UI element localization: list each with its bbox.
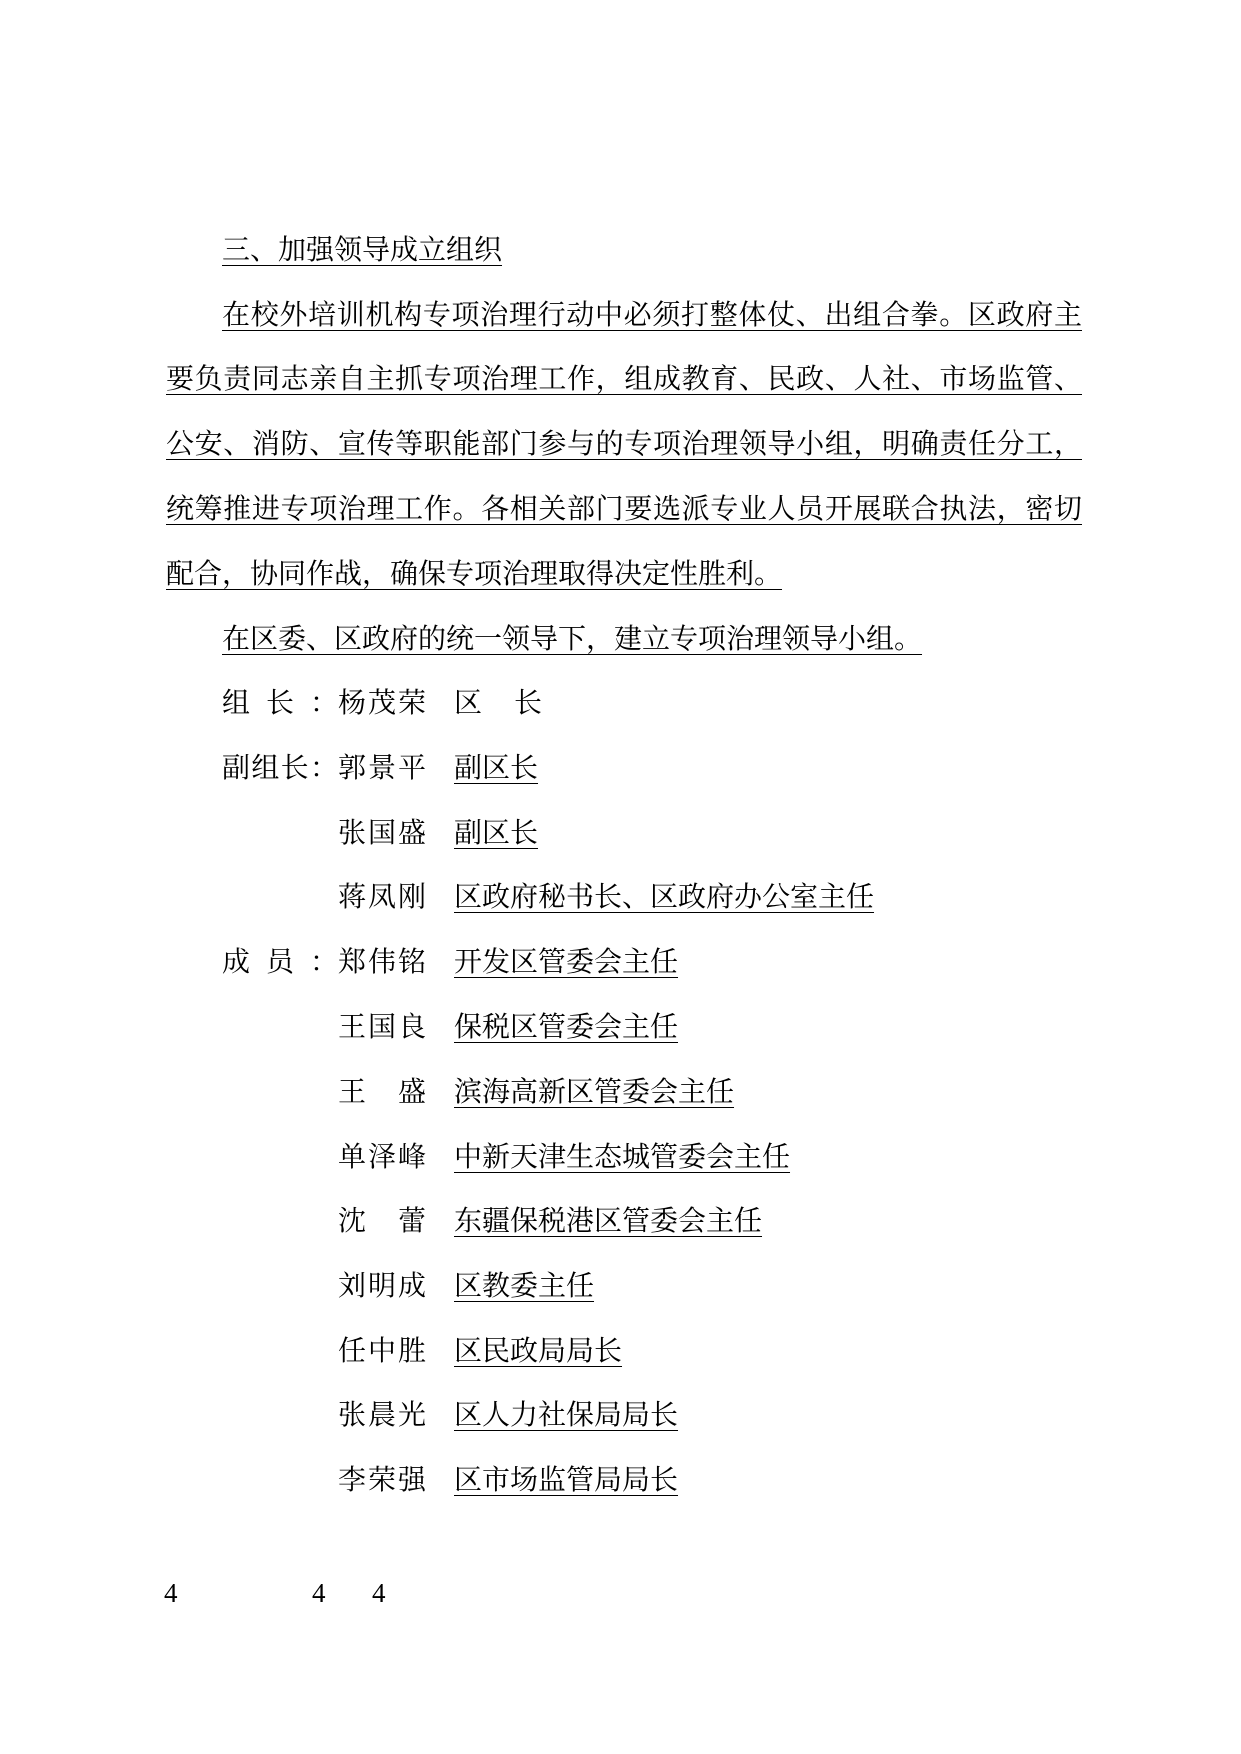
member-title: 开发区管委会主任 [454, 945, 679, 978]
page-number: 4 [164, 1578, 178, 1608]
member-title: 副区长 [454, 816, 539, 849]
paragraph-line: 要负责同志亲自主抓专项治理工作，组成教育、民政、人社、市场监管、 [166, 362, 1082, 395]
member-title: 区人力社保局局长 [454, 1398, 679, 1431]
member-title: 区政府秘书长、区政府办公室主任 [454, 880, 875, 913]
member-row [338, 1463, 678, 1497]
member-name: 王国良 [338, 1010, 426, 1043]
member-title: 保税区管委会主任 [454, 1010, 679, 1043]
member-name: 沈蕾 [338, 1204, 426, 1237]
member-row [338, 1075, 734, 1109]
member-row [338, 1269, 594, 1303]
member-row [338, 1334, 622, 1368]
deputy-leader-row [222, 751, 538, 785]
member-title: 区长 [454, 686, 542, 719]
member-name: 单泽峰 [338, 1140, 426, 1173]
member-name: 郭景平 [338, 751, 426, 784]
member-title: 区民政局局长 [454, 1334, 623, 1367]
group-leader-label: 组长： [222, 686, 338, 719]
member-row [338, 1398, 678, 1432]
member-title: 区市场监管局局长 [454, 1463, 679, 1496]
member-name: 李荣强 [338, 1463, 426, 1496]
page-number: 4 [372, 1578, 386, 1608]
paragraph-line: 公安、消防、宣传等职能部门参与的专项治理领导小组，明确责任分工， [166, 427, 1082, 460]
member-name: 郑伟铭 [338, 945, 426, 978]
deputy-leader-label: 副组长： [222, 751, 338, 784]
paragraph-line: 在校外培训机构专项治理行动中必须打整体仗、出组合拳。区政府主 [222, 298, 1082, 331]
member-name: 张晨光 [338, 1398, 426, 1431]
member-title: 副区长 [454, 751, 539, 784]
section-heading: 三、加强领导成立组织 [222, 233, 503, 266]
paragraph-2: 在区委、区政府的统一领导下，建立专项治理领导小组。 [222, 622, 923, 655]
member-title: 滨海高新区管委会主任 [454, 1075, 735, 1108]
deputy-leader-row [338, 880, 874, 914]
member-row [222, 945, 678, 979]
deputy-leader-row [338, 816, 538, 850]
members-label: 成员： [222, 945, 338, 978]
member-title: 中新天津生态城管委会主任 [454, 1140, 791, 1173]
member-row [338, 1140, 790, 1174]
member-title: 区教委主任 [454, 1269, 595, 1302]
member-name: 张国盛 [338, 816, 426, 849]
page-number: 4 [312, 1578, 326, 1608]
member-name: 王盛 [338, 1075, 426, 1108]
member-name: 蒋凤刚 [338, 880, 426, 913]
paragraph-line: 配合，协同作战，确保专项治理取得决定性胜利。 [166, 557, 783, 590]
member-name: 杨茂荣 [338, 686, 426, 719]
member-row [338, 1010, 678, 1044]
member-title: 东疆保税港区管委会主任 [454, 1204, 763, 1237]
paragraph-line: 统筹推进专项治理工作。各相关部门要选派专业人员开展联合执法，密切 [166, 492, 1082, 525]
group-leader-row [222, 686, 542, 720]
member-name: 刘明成 [338, 1269, 426, 1302]
member-name: 任中胜 [338, 1334, 426, 1367]
member-row [338, 1204, 762, 1238]
